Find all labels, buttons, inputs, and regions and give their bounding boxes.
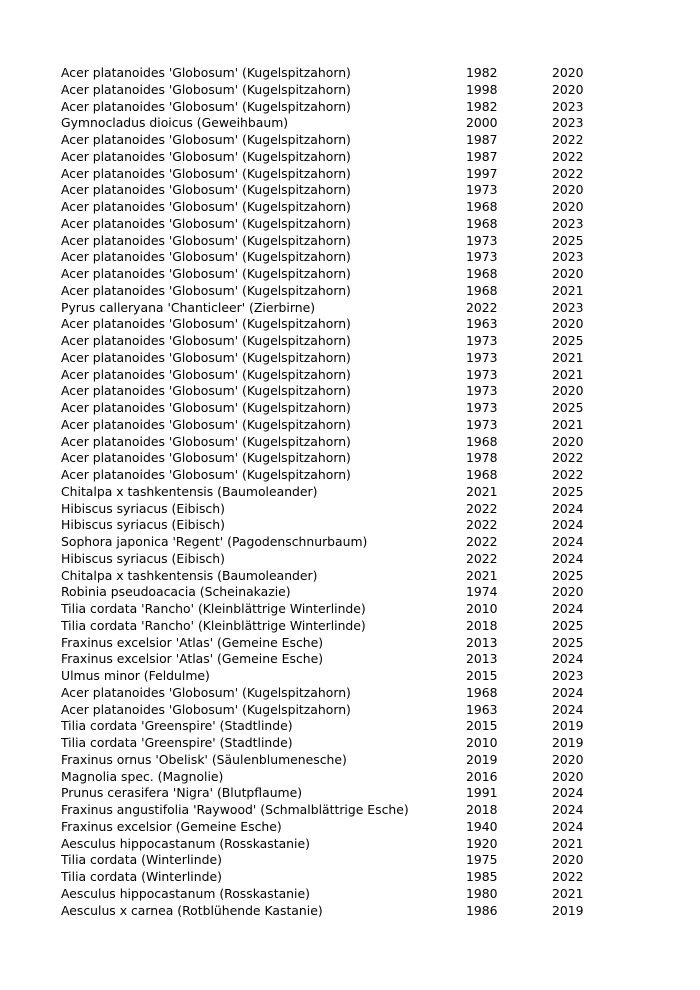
year-cell-2: 2022 [552, 165, 584, 181]
year-cell-1: 2000 [466, 115, 498, 131]
year-cell-1: 1973 [466, 366, 498, 382]
year-cell-2: 2025 [552, 400, 584, 415]
table-row [61, 434, 621, 451]
year-cell-2: 2025 [552, 617, 584, 633]
table-row [61, 82, 621, 99]
year-cell-2: 2024 [552, 534, 584, 549]
year-cell-1: 2013 [466, 634, 498, 650]
year-cell-1: 1968 [466, 433, 498, 449]
table-row [61, 99, 621, 116]
table-row [61, 668, 621, 685]
year-cell-1: 1963 [466, 316, 498, 332]
year-cell-2: 2022 [552, 467, 584, 482]
year-cell-2: 2020 [552, 266, 584, 281]
table-row [61, 283, 621, 300]
tree-species-cell: Prunus cerasifera 'Nigra' (Blutpflaume) [61, 785, 303, 801]
year-cell-2: 2024 [552, 785, 584, 801]
tree-species-cell: Hibiscus syriacus (Eibisch) [61, 550, 225, 566]
year-cell-1: 1991 [466, 785, 498, 801]
table-row [61, 802, 621, 819]
year-cell-2: 2021 [552, 885, 584, 901]
year-cell-1: 2022 [466, 534, 498, 549]
year-cell-1: 1968 [466, 684, 498, 700]
year-cell-2: 2025 [552, 483, 584, 499]
year-cell-2: 2020 [552, 182, 584, 198]
year-cell-2: 2023 [552, 668, 584, 683]
tree-species-cell: Acer platanoides 'Globosum' (Kugelspitzahorn) [61, 132, 351, 147]
tree-species-cell: Fraxinus excelsior (Gemeine Esche) [61, 818, 282, 834]
year-cell-1: 1968 [466, 199, 498, 214]
year-cell-1: 1973 [466, 400, 498, 415]
year-cell-2: 2020 [552, 65, 584, 80]
year-cell-2: 2025 [552, 232, 584, 248]
year-cell-2: 2023 [552, 215, 584, 231]
table-row [61, 752, 621, 769]
tree-species-cell: Acer platanoides 'Globosum' (Kugelspitzahorn) [61, 182, 351, 198]
year-cell-1: 1998 [466, 81, 498, 97]
table-row [61, 869, 621, 886]
table-row [61, 115, 621, 132]
tree-species-cell: Acer platanoides 'Globosum' (Kugelspitzahorn) [61, 282, 351, 298]
tree-species-cell: Acer platanoides 'Globosum' (Kugelspitzahorn) [61, 383, 351, 399]
year-cell-1: 1973 [466, 182, 498, 198]
year-cell-2: 2021 [552, 366, 584, 382]
year-cell-2: 2024 [552, 550, 584, 566]
table-row [61, 852, 621, 869]
year-cell-1: 1987 [466, 148, 498, 164]
table-row [61, 534, 621, 551]
tree-species-cell: Acer platanoides 'Globosum' (Kugelspitzahorn) [61, 684, 351, 700]
year-cell-1: 1968 [466, 467, 498, 482]
table-row [61, 484, 621, 501]
tree-species-cell: Chitalpa x tashkentensis (Baumoleander) [61, 483, 318, 499]
tree-species-cell: Aesculus hippocastanum (Rosskastanie) [61, 885, 310, 901]
year-cell-1: 1973 [466, 349, 498, 365]
year-cell-1: 1973 [466, 333, 498, 348]
tree-species-cell: Hibiscus syriacus (Eibisch) [61, 517, 225, 533]
year-cell-2: 2022 [552, 132, 584, 147]
table-row [61, 166, 621, 183]
year-cell-1: 1980 [466, 885, 498, 901]
tree-species-cell: Ulmus minor (Feldulme) [61, 668, 210, 683]
year-cell-1: 2010 [466, 601, 498, 616]
year-cell-1: 1968 [466, 282, 498, 298]
year-cell-2: 2024 [552, 684, 584, 700]
table-row [61, 903, 621, 920]
year-cell-1: 2016 [466, 768, 498, 784]
year-cell-1: 2019 [466, 751, 498, 767]
year-cell-2: 2020 [552, 433, 584, 449]
tree-species-cell: Acer platanoides 'Globosum' (Kugelspitzahorn) [61, 366, 351, 382]
tree-species-cell: Tilia cordata 'Greenspire' (Stadtlinde) [61, 718, 293, 734]
table-row [61, 367, 621, 384]
year-cell-1: 1986 [466, 902, 498, 918]
year-cell-2: 2023 [552, 115, 584, 131]
table-row [61, 718, 621, 735]
tree-species-cell: Acer platanoides 'Globosum' (Kugelspitzahorn) [61, 701, 351, 717]
year-cell-2: 2025 [552, 634, 584, 650]
tree-species-cell: Fraxinus excelsior 'Atlas' (Gemeine Esche) [61, 651, 324, 667]
table-row [61, 333, 621, 350]
year-cell-2: 2020 [552, 199, 584, 214]
tree-species-cell: Acer platanoides 'Globosum' (Kugelspitzahorn) [61, 81, 351, 97]
tree-species-cell: Aesculus x carnea (Rotblühende Kastanie) [61, 902, 323, 918]
table-row [61, 618, 621, 635]
tree-species-cell: Fraxinus ornus 'Obelisk' (Säulenblumenesche) [61, 751, 347, 767]
tree-species-cell: Acer platanoides 'Globosum' (Kugelspitzahorn) [61, 316, 351, 332]
table-row [61, 568, 621, 585]
year-cell-2: 2021 [552, 835, 584, 851]
year-cell-2: 2019 [552, 902, 584, 918]
year-cell-1: 2015 [466, 668, 498, 683]
table-row [61, 785, 621, 802]
year-cell-2: 2025 [552, 333, 584, 348]
year-cell-1: 1975 [466, 852, 498, 868]
year-cell-2: 2020 [552, 852, 584, 868]
tree-species-cell: Acer platanoides 'Globosum' (Kugelspitzahorn) [61, 148, 351, 164]
year-cell-2: 2023 [552, 249, 584, 265]
year-cell-2: 2022 [552, 869, 584, 884]
table-row [61, 735, 621, 752]
tree-species-cell: Tilia cordata 'Rancho' (Kleinblättrige Winterlinde) [61, 617, 366, 633]
year-cell-2: 2020 [552, 316, 584, 332]
year-cell-1: 1973 [466, 383, 498, 399]
year-cell-2: 2022 [552, 450, 584, 466]
tree-species-cell: Fraxinus angustifolia 'Raywood' (Schmalblättrige Esche) [61, 802, 409, 817]
table-row [61, 584, 621, 601]
year-cell-1: 1978 [466, 450, 498, 466]
table-row [61, 819, 621, 836]
table-row [61, 132, 621, 149]
tree-species-cell: Acer platanoides 'Globosum' (Kugelspitzahorn) [61, 215, 351, 231]
tree-species-cell: Acer platanoides 'Globosum' (Kugelspitzahorn) [61, 349, 351, 365]
table-row [61, 300, 621, 317]
table-row [61, 249, 621, 266]
year-cell-2: 2023 [552, 98, 584, 114]
tree-species-cell: Acer platanoides 'Globosum' (Kugelspitzahorn) [61, 333, 351, 348]
tree-species-cell: Acer platanoides 'Globosum' (Kugelspitzahorn) [61, 98, 351, 114]
tree-species-cell: Acer platanoides 'Globosum' (Kugelspitzahorn) [61, 266, 351, 281]
tree-species-cell: Gymnocladus dioicus (Geweihbaum) [61, 115, 289, 131]
year-cell-1: 2013 [466, 651, 498, 667]
table-row [61, 467, 621, 484]
table-row [61, 886, 621, 903]
year-cell-2: 2023 [552, 299, 584, 315]
year-cell-1: 1920 [466, 835, 498, 851]
tree-species-cell: Acer platanoides 'Globosum' (Kugelspitzahorn) [61, 165, 351, 181]
year-cell-1: 1985 [466, 869, 498, 884]
year-cell-2: 2020 [552, 751, 584, 767]
year-cell-1: 1973 [466, 249, 498, 265]
table-row [61, 517, 621, 534]
year-cell-1: 1963 [466, 701, 498, 717]
table-row [61, 450, 621, 467]
year-cell-1: 1940 [466, 818, 498, 834]
year-cell-2: 2021 [552, 416, 584, 432]
table-row [61, 601, 621, 618]
year-cell-1: 1974 [466, 584, 498, 600]
year-cell-1: 1982 [466, 98, 498, 114]
tree-species-cell: Acer platanoides 'Globosum' (Kugelspitzahorn) [61, 249, 351, 265]
tree-table [61, 65, 621, 919]
tree-species-cell: Acer platanoides 'Globosum' (Kugelspitzahorn) [61, 65, 351, 80]
year-cell-1: 2022 [466, 500, 498, 516]
table-row [61, 685, 621, 702]
table-row [61, 149, 621, 166]
tree-species-cell: Chitalpa x tashkentensis (Baumoleander) [61, 567, 318, 583]
year-cell-2: 2019 [552, 718, 584, 734]
year-cell-1: 1968 [466, 266, 498, 281]
table-row [61, 501, 621, 518]
tree-species-cell: Tilia cordata 'Greenspire' (Stadtlinde) [61, 735, 293, 750]
tree-species-cell: Acer platanoides 'Globosum' (Kugelspitzahorn) [61, 199, 351, 214]
tree-species-cell: Sophora japonica 'Regent' (Pagodenschnurbaum) [61, 534, 368, 549]
year-cell-1: 2021 [466, 567, 498, 583]
tree-species-cell: Tilia cordata (Winterlinde) [61, 869, 222, 884]
year-cell-2: 2024 [552, 651, 584, 667]
tree-species-cell: Acer platanoides 'Globosum' (Kugelspitzahorn) [61, 467, 351, 482]
table-row [61, 65, 621, 82]
tree-species-cell: Acer platanoides 'Globosum' (Kugelspitzahorn) [61, 450, 351, 466]
table-row [61, 266, 621, 283]
table-row [61, 769, 621, 786]
tree-species-cell: Hibiscus syriacus (Eibisch) [61, 500, 225, 516]
table-row [61, 216, 621, 233]
year-cell-1: 1968 [466, 215, 498, 231]
tree-species-cell: Pyrus calleryana 'Chanticleer' (Zierbirne) [61, 299, 316, 315]
year-cell-1: 2018 [466, 617, 498, 633]
table-row [61, 635, 621, 652]
table-row [61, 350, 621, 367]
year-cell-2: 2024 [552, 517, 584, 533]
year-cell-2: 2024 [552, 701, 584, 717]
year-cell-2: 2024 [552, 500, 584, 516]
tree-species-cell: Acer platanoides 'Globosum' (Kugelspitzahorn) [61, 433, 351, 449]
year-cell-2: 2019 [552, 735, 584, 750]
year-cell-2: 2020 [552, 584, 584, 600]
table-row [61, 400, 621, 417]
year-cell-2: 2021 [552, 282, 584, 298]
year-cell-1: 2010 [466, 735, 498, 750]
table-row [61, 651, 621, 668]
tree-species-cell: Tilia cordata 'Rancho' (Kleinblättrige Winterlinde) [61, 601, 366, 616]
tree-species-cell: Tilia cordata (Winterlinde) [61, 852, 222, 868]
year-cell-2: 2020 [552, 768, 584, 784]
year-cell-1: 1973 [466, 232, 498, 248]
year-cell-1: 1982 [466, 65, 498, 80]
table-row [61, 702, 621, 719]
tree-species-cell: Robinia pseudoacacia (Scheinakazie) [61, 584, 291, 600]
year-cell-2: 2024 [552, 818, 584, 834]
table-row [61, 233, 621, 250]
tree-species-cell: Aesculus hippocastanum (Rosskastanie) [61, 835, 310, 851]
year-cell-1: 2021 [466, 483, 498, 499]
year-cell-2: 2024 [552, 601, 584, 616]
table-row [61, 199, 621, 216]
year-cell-1: 2022 [466, 517, 498, 533]
tree-species-cell: Acer platanoides 'Globosum' (Kugelspitzahorn) [61, 416, 351, 432]
table-row [61, 182, 621, 199]
year-cell-1: 2022 [466, 299, 498, 315]
tree-species-cell: Acer platanoides 'Globosum' (Kugelspitzahorn) [61, 400, 351, 415]
year-cell-1: 2015 [466, 718, 498, 734]
table-row [61, 836, 621, 853]
year-cell-2: 2025 [552, 567, 584, 583]
year-cell-2: 2024 [552, 802, 584, 817]
year-cell-1: 2018 [466, 802, 498, 817]
year-cell-2: 2022 [552, 148, 584, 164]
year-cell-2: 2021 [552, 349, 584, 365]
tree-species-cell: Magnolia spec. (Magnolie) [61, 768, 224, 784]
tree-species-cell: Fraxinus excelsior 'Atlas' (Gemeine Esche) [61, 634, 324, 650]
year-cell-1: 1987 [466, 132, 498, 147]
table-row [61, 417, 621, 434]
table-row [61, 316, 621, 333]
tree-species-cell: Acer platanoides 'Globosum' (Kugelspitzahorn) [61, 232, 351, 248]
table-row [61, 551, 621, 568]
year-cell-2: 2020 [552, 383, 584, 399]
year-cell-2: 2020 [552, 81, 584, 97]
year-cell-1: 2022 [466, 550, 498, 566]
year-cell-1: 1973 [466, 416, 498, 432]
table-row [61, 383, 621, 400]
year-cell-1: 1997 [466, 165, 498, 181]
